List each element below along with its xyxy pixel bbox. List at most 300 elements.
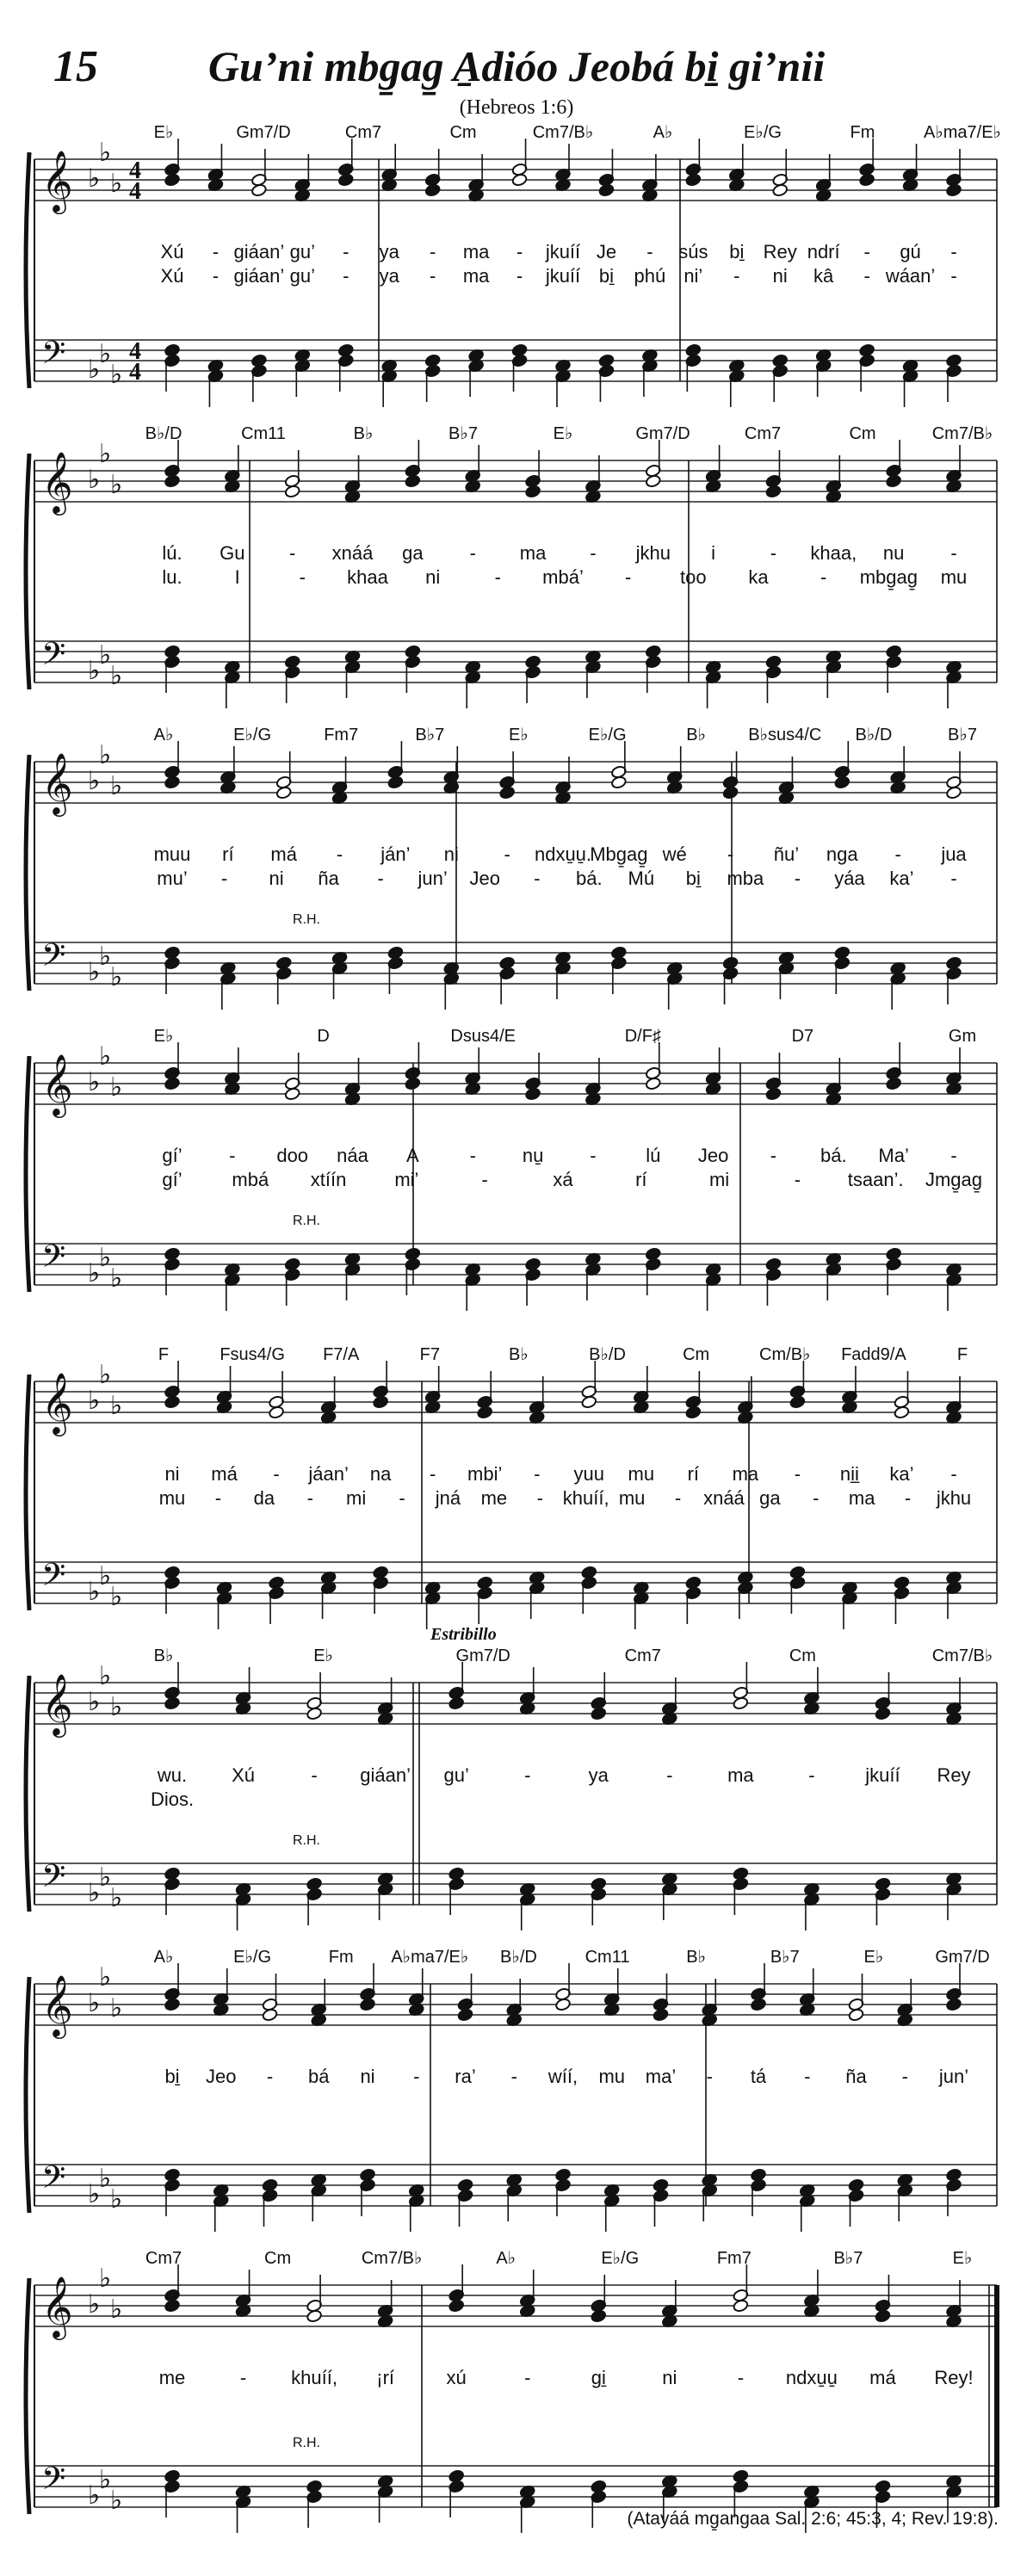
notehead xyxy=(591,1707,607,1720)
hand-annotation: R.H. xyxy=(293,912,320,927)
chord-symbol: Cm xyxy=(789,1646,816,1665)
lyric-syllable: jun’ xyxy=(418,868,448,889)
treble-clef: 𝄞 xyxy=(41,1672,73,1735)
notehead xyxy=(685,1405,702,1419)
notehead xyxy=(262,2008,278,2022)
lyric-syllable: doo xyxy=(276,1145,309,1166)
lyric-syllable: jun’ xyxy=(938,2066,969,2087)
lyric-syllable: - xyxy=(863,241,870,263)
lyric-syllable: má xyxy=(211,1463,238,1485)
system-5 xyxy=(26,1345,997,1629)
chord-symbol: Cm7/B♭ xyxy=(931,424,993,443)
chord-symbol: Dsus4/E xyxy=(450,1027,516,1046)
flat-sign: ♭ xyxy=(110,1993,123,2023)
system-8 xyxy=(26,2249,997,2533)
lyric-syllable: - xyxy=(469,542,476,564)
lyric-syllable: bi̱ xyxy=(685,868,701,889)
lyric-syllable: - xyxy=(804,2066,811,2087)
lyric-syllable: - xyxy=(950,542,957,564)
chord-symbol: Cm7/B♭ xyxy=(532,123,594,142)
treble-clef: 𝄞 xyxy=(41,2275,73,2338)
system-brace xyxy=(26,1676,29,1912)
lyric-syllable: khuíí, xyxy=(562,1487,609,1509)
chord-symbol: B♭7 xyxy=(948,726,977,744)
lyric-syllable: giáan’ xyxy=(360,1764,411,1786)
lyric-syllable: lu. xyxy=(162,566,182,588)
lyric-syllable: - xyxy=(646,241,653,263)
system-brace xyxy=(26,1056,29,1292)
lyric-syllable: ga xyxy=(759,1487,781,1509)
chord-symbol: E♭ xyxy=(313,1646,333,1665)
notehead xyxy=(164,1998,181,2011)
lyric-syllable: - xyxy=(590,1145,597,1166)
treble-clef: 𝄞 xyxy=(41,1371,73,1434)
lyric-syllable: Rey xyxy=(763,241,797,263)
flat-sign: ♭ xyxy=(88,656,101,686)
lyric-syllable: - xyxy=(430,241,436,263)
hymn-title: Gu’ni mbg̱ag̱ A̱dióo Jeobá bi̱ gi’nii xyxy=(207,42,826,90)
lyric-syllable: mu xyxy=(158,1487,186,1509)
chord-symbol: Gm xyxy=(948,1027,977,1046)
chord-symbol: A♭ma7/E♭ xyxy=(923,123,1002,142)
chord-symbol: B♭ xyxy=(686,726,707,744)
lyric-syllable: ni xyxy=(269,868,284,889)
chord-symbol: Cm11 xyxy=(241,424,286,443)
chord-symbol: B♭ xyxy=(153,1646,174,1665)
flat-sign: ♭ xyxy=(88,1577,101,1607)
lyric-syllable: ma xyxy=(732,1463,759,1485)
system-brace xyxy=(26,152,29,388)
lyric-syllable: - xyxy=(808,1764,815,1786)
chord-symbol: A♭ xyxy=(653,123,673,142)
notehead xyxy=(765,485,782,498)
lyric-syllable: - xyxy=(430,265,436,287)
notehead xyxy=(772,183,789,197)
notehead xyxy=(765,1087,782,1101)
lyric-syllable: ka’ xyxy=(889,1463,914,1485)
lyric-syllable: bá. xyxy=(820,1145,847,1166)
flat-sign: ♭ xyxy=(110,1692,123,1722)
lyric-syllable: - xyxy=(516,241,523,263)
system-1 xyxy=(26,123,1001,407)
notehead xyxy=(164,775,181,789)
notehead xyxy=(448,2299,465,2313)
lyric-syllable: wáan’ xyxy=(885,265,936,287)
lyric-syllable: ni xyxy=(360,2066,375,2087)
lyric-syllable: - xyxy=(904,1487,912,1509)
lyric-syllable: ña xyxy=(845,2066,867,2087)
lyric-syllable: xá xyxy=(553,1169,573,1190)
lyric-syllable: Rey! xyxy=(934,2367,974,2388)
notehead xyxy=(448,1696,465,1710)
notehead xyxy=(886,1077,902,1090)
notehead xyxy=(581,1395,597,1409)
chord-symbol: B♭ xyxy=(686,1948,707,1967)
chord-symbol: E♭/G xyxy=(744,123,782,142)
flat-sign: ♭ xyxy=(99,339,112,369)
lyric-syllable: jkhu xyxy=(936,1487,972,1509)
system-3 xyxy=(26,726,997,1010)
lyric-syllable: má xyxy=(869,2367,896,2388)
lyric-syllable: - xyxy=(214,1487,222,1509)
lyric-syllable: ma xyxy=(519,542,547,564)
lyric-syllable: mbg̱ag̱ xyxy=(859,566,918,588)
lyric-syllable: ka’ xyxy=(889,868,914,889)
lyric-syllable: lú xyxy=(646,1145,661,1166)
flat-sign: ♭ xyxy=(99,942,112,972)
lyric-syllable: kâ xyxy=(813,265,834,287)
lyric-syllable: - xyxy=(504,843,510,865)
lyric-syllable: ndrí xyxy=(807,241,840,263)
lyric-syllable: gí’ xyxy=(162,1145,182,1166)
notehead xyxy=(946,183,962,197)
lyric-syllable: bi̱ xyxy=(164,2066,180,2087)
chord-symbol: Fm7 xyxy=(324,726,359,744)
chord-symbol: Cm xyxy=(683,1345,710,1364)
chord-symbol: F7/A xyxy=(323,1345,360,1364)
lyric-syllable: ñu’ xyxy=(773,843,800,865)
lyric-syllable: má xyxy=(270,843,297,865)
chord-symbol: B♭ xyxy=(509,1345,529,1364)
lyric-syllable: jná xyxy=(435,1487,461,1509)
lyric-syllable: - xyxy=(534,868,541,889)
chord-symbol: Cm xyxy=(264,2249,292,2268)
lyric-syllable: khaa, xyxy=(810,542,857,564)
system-brace xyxy=(26,1977,29,2213)
notehead xyxy=(722,786,739,800)
chord-symbol: B♭/D xyxy=(855,726,893,744)
lyric-syllable: xnáá xyxy=(703,1487,745,1509)
lyric-syllable: ya xyxy=(379,265,399,287)
lyric-syllable: Xú xyxy=(160,241,184,263)
chord-symbol: E♭/G xyxy=(233,726,272,744)
time-signature: 4 xyxy=(129,178,141,205)
chord-symbol: Cm7 xyxy=(145,2249,182,2268)
notehead xyxy=(591,2309,607,2323)
flat-sign: ♭ xyxy=(110,169,123,199)
system-brace xyxy=(26,755,29,991)
lyric-syllable: jáan’ xyxy=(308,1463,349,1485)
lyric-syllable: giáan’ xyxy=(233,241,285,263)
hand-annotation: R.H. xyxy=(293,2436,320,2450)
lyric-syllable: khaa xyxy=(347,566,388,588)
system-brace xyxy=(26,1374,29,1610)
lyric-syllable: ni xyxy=(164,1463,180,1485)
lyric-syllable: ña xyxy=(318,868,339,889)
lyric-syllable: - xyxy=(299,566,306,588)
flat-sign: ♭ xyxy=(99,1962,112,1992)
chord-symbol: A♭ma7/E♭ xyxy=(391,1948,469,1967)
lyric-syllable: Xú xyxy=(232,1764,256,1786)
lyric-syllable: ya xyxy=(379,241,399,263)
lyric-syllable: - xyxy=(950,1463,957,1485)
lyric-syllable: - xyxy=(536,1487,543,1509)
bass-clef: 𝄢 xyxy=(41,1557,66,1601)
flat-sign: ♭ xyxy=(88,1988,101,2018)
lyric-syllable: - xyxy=(289,542,296,564)
notehead xyxy=(875,1707,891,1720)
lyric-syllable: - xyxy=(794,1169,801,1190)
lyric-syllable: - xyxy=(950,1145,957,1166)
lyric-syllable: rí xyxy=(635,1169,647,1190)
lyric-syllable: mu’ xyxy=(157,868,188,889)
lyric-syllable: jkuíí xyxy=(545,265,581,287)
lyric-syllable: gi̱ xyxy=(591,2367,606,2388)
notehead xyxy=(525,485,541,498)
lyric-syllable: xú xyxy=(446,2367,467,2388)
lyric-syllable: gu’ xyxy=(289,241,316,263)
notehead xyxy=(251,183,267,197)
lyric-syllable: Rey xyxy=(937,1764,971,1786)
lyric-syllable: mbá xyxy=(232,1169,269,1190)
lyric-syllable: - xyxy=(813,1487,820,1509)
lyric-syllable: gu’ xyxy=(289,265,316,287)
chord-symbol: A♭ xyxy=(496,2249,516,2268)
lyric-syllable: Mú xyxy=(628,868,655,889)
flat-sign: ♭ xyxy=(88,355,101,385)
notehead xyxy=(751,1998,767,2011)
flat-sign: ♭ xyxy=(110,2295,123,2325)
chord-symbol: Cm11 xyxy=(585,1948,630,1967)
notehead xyxy=(733,1696,749,1710)
lyric-syllable: Gu xyxy=(220,542,245,564)
lyric-syllable: mu xyxy=(618,1487,646,1509)
chord-symbol: Cm7 xyxy=(744,424,782,443)
lyric-syllable: - xyxy=(311,1764,318,1786)
lyric-syllable: - xyxy=(481,1169,488,1190)
chord-symbol: Gm7/D xyxy=(635,424,690,443)
chord-symbol: B♭/D xyxy=(500,1948,537,1967)
lyric-syllable: bá. xyxy=(575,868,603,889)
treble-clef: 𝄞 xyxy=(41,149,73,212)
bass-clef: 𝄢 xyxy=(41,1858,66,1902)
lyric-syllable: - xyxy=(820,566,827,588)
chord-symbol: Fm7 xyxy=(716,2249,752,2268)
lyric-syllable: ma xyxy=(462,241,490,263)
lyric-syllable: - xyxy=(901,2066,908,2087)
flat-sign: ♭ xyxy=(99,2465,112,2495)
lyric-syllable: ni xyxy=(772,265,788,287)
lyric-syllable: - xyxy=(950,868,957,889)
lyric-syllable: - xyxy=(666,1764,673,1786)
lyric-syllable: Jmg̱ag̱ xyxy=(925,1169,983,1190)
lyric-syllable: gú xyxy=(900,241,921,263)
scripture-reference: (Hebreos 1:6) xyxy=(459,96,574,119)
lyric-syllable: - xyxy=(674,1487,682,1509)
notehead xyxy=(164,1696,181,1710)
lyric-syllable: - xyxy=(239,2367,247,2388)
lyric-syllable: na xyxy=(369,1463,392,1485)
lyric-syllable: bá xyxy=(308,2066,330,2087)
lyric-syllable: yáa xyxy=(834,868,865,889)
lyric-syllable: - xyxy=(343,265,349,287)
chord-symbol: Cm7 xyxy=(344,123,382,142)
notehead xyxy=(645,1077,661,1090)
lyric-syllable: - xyxy=(524,1764,531,1786)
notehead xyxy=(405,1077,421,1090)
lyric-syllable: Jeo xyxy=(206,2066,237,2087)
chord-symbol: F xyxy=(158,1345,170,1364)
notehead xyxy=(525,1087,541,1101)
lyric-syllable: ga xyxy=(402,542,424,564)
flat-sign: ♭ xyxy=(110,2486,123,2516)
system-7 xyxy=(26,1948,997,2232)
notehead xyxy=(789,1395,806,1409)
notehead xyxy=(275,786,292,800)
chord-symbol: A♭ xyxy=(153,726,174,744)
lyric-syllable: - xyxy=(399,1487,405,1509)
lyric-syllable: ni’ xyxy=(684,265,703,287)
flat-sign: ♭ xyxy=(110,1883,123,1913)
lyric-syllable: - xyxy=(770,542,777,564)
lyric-syllable: yuu xyxy=(573,1463,605,1485)
flat-sign: ♭ xyxy=(88,2480,101,2511)
system-brace xyxy=(26,2278,29,2514)
notehead xyxy=(269,1405,285,1419)
lyric-syllable: - xyxy=(727,843,734,865)
chord-symbol: B♭/D xyxy=(145,424,182,443)
lyric-syllable: nu̱ xyxy=(522,1145,544,1166)
chord-symbol: Cm7/B♭ xyxy=(931,1646,993,1665)
lyric-syllable: tsaan’. xyxy=(847,1169,904,1190)
chord-symbol: Gm7/D xyxy=(236,123,291,142)
lyric-syllable: - xyxy=(430,1463,436,1485)
flat-sign: ♭ xyxy=(88,766,101,796)
chord-symbol: B♭sus4/C xyxy=(748,726,822,744)
lyric-syllable: ma xyxy=(727,1764,754,1786)
lyric-syllable: jua xyxy=(941,843,967,865)
lyric-syllable: ya xyxy=(588,1764,609,1786)
lyric-syllable: Mbg̱ag̱ xyxy=(590,843,648,865)
notehead xyxy=(946,786,962,800)
lyric-syllable: Xú xyxy=(160,265,184,287)
lyric-syllable: Ma’ xyxy=(878,1145,909,1166)
chord-symbol: B♭7 xyxy=(833,2249,863,2268)
chord-symbol: E♭ xyxy=(863,1948,884,1967)
lyric-syllable: mu xyxy=(940,566,968,588)
notehead xyxy=(284,485,300,498)
flat-sign: ♭ xyxy=(110,962,123,992)
lyric-syllable: ni xyxy=(443,843,459,865)
flat-sign: ♭ xyxy=(110,470,123,500)
chord-symbol: Gm7/D xyxy=(935,1948,990,1967)
chord-symbol: E♭ xyxy=(553,424,573,443)
lyric-syllable: lú. xyxy=(162,542,182,564)
lyric-syllable: phú xyxy=(634,265,666,287)
lyric-syllable: A xyxy=(406,1145,419,1166)
lyric-syllable: nu xyxy=(882,542,905,564)
flat-sign: ♭ xyxy=(88,1258,101,1288)
lyric-syllable: me xyxy=(480,1487,508,1509)
notehead xyxy=(405,474,421,488)
notehead xyxy=(457,2008,473,2022)
lyric-syllable: - xyxy=(794,1463,801,1485)
chord-symbol: B♭7 xyxy=(415,726,445,744)
notehead xyxy=(511,173,528,187)
lyric-syllable: ndxu̱u̱ xyxy=(785,2367,838,2388)
flat-sign: ♭ xyxy=(88,1386,101,1416)
lyric-syllable: - xyxy=(733,265,740,287)
notehead xyxy=(733,2299,749,2313)
chord-symbol: E♭/G xyxy=(588,726,627,744)
notehead xyxy=(360,1998,376,2011)
chord-symbol: E♭/G xyxy=(601,2249,640,2268)
notehead xyxy=(555,1998,572,2011)
flat-sign: ♭ xyxy=(88,1878,101,1908)
chord-symbol: Cm7/B♭ xyxy=(361,2249,423,2268)
lyric-syllable: ma xyxy=(462,265,490,287)
lyric-syllable: wíí, xyxy=(547,2066,578,2087)
lyric-syllable: - xyxy=(494,566,501,588)
treble-clef: 𝄞 xyxy=(41,1974,73,2036)
bass-clef: 𝄢 xyxy=(41,2159,66,2203)
lyric-syllable: me xyxy=(158,2367,186,2388)
lyric-syllable: - xyxy=(950,241,957,263)
notehead xyxy=(645,474,661,488)
flat-sign: ♭ xyxy=(99,2164,112,2194)
chord-symbol: A♭ xyxy=(153,1948,174,1967)
chord-symbol: Fsus4/G xyxy=(220,1345,285,1364)
lyric-syllable: mi’ xyxy=(394,1169,419,1190)
lyric-syllable: - xyxy=(212,241,220,263)
lyric-syllable: ra’ xyxy=(455,2066,476,2087)
notehead xyxy=(875,2309,891,2323)
flat-sign: ♭ xyxy=(110,360,123,390)
hand-annotation: R.H. xyxy=(293,1214,320,1228)
flat-sign: ♭ xyxy=(110,1391,123,1421)
lyric-syllable: bi̱ xyxy=(598,265,615,287)
lyric-syllable: mu xyxy=(628,1463,655,1485)
lyric-syllable: wu. xyxy=(157,1764,188,1786)
flat-sign: ♭ xyxy=(110,1072,123,1103)
bass-clef: 𝄢 xyxy=(41,1239,66,1282)
lyric-syllable: jkuíí xyxy=(865,1764,900,1786)
lyric-syllable: mi xyxy=(708,1169,730,1190)
notehead xyxy=(610,775,627,789)
lyric-syllable: - xyxy=(737,2367,745,2388)
flat-sign: ♭ xyxy=(88,164,101,194)
lyric-syllable: - xyxy=(266,2066,274,2087)
bass-clef: 𝄢 xyxy=(41,335,66,379)
lyric-syllable: xtíín xyxy=(310,1169,347,1190)
lyric-syllable: - xyxy=(950,265,957,287)
chord-symbol: B♭ xyxy=(353,424,374,443)
lyric-syllable: ndxu̱u̱. xyxy=(534,843,592,865)
lyric-syllable: - xyxy=(863,265,870,287)
lyric-syllable: ni xyxy=(425,566,441,588)
flat-sign: ♭ xyxy=(110,1263,123,1294)
flat-sign: ♭ xyxy=(88,1687,101,1717)
notehead xyxy=(886,474,902,488)
notehead xyxy=(164,2299,181,2313)
bass-clef: 𝄢 xyxy=(41,636,66,680)
lyric-syllable: - xyxy=(413,2066,420,2087)
hymn-number: 15 xyxy=(53,42,98,91)
lyric-syllable: - xyxy=(377,868,384,889)
treble-clef: 𝄞 xyxy=(41,751,73,814)
time-signature: 4 xyxy=(129,338,141,365)
bass-clef: 𝄢 xyxy=(41,937,66,981)
chord-symbol: E♭ xyxy=(509,726,529,744)
notehead xyxy=(164,474,181,488)
notehead xyxy=(373,1395,389,1409)
notehead xyxy=(598,183,615,197)
flat-sign: ♭ xyxy=(110,661,123,691)
bass-clef: 𝄢 xyxy=(41,2461,66,2505)
lyric-syllable: mba xyxy=(727,868,764,889)
flat-sign: ♭ xyxy=(99,2264,112,2294)
notehead xyxy=(685,173,702,187)
